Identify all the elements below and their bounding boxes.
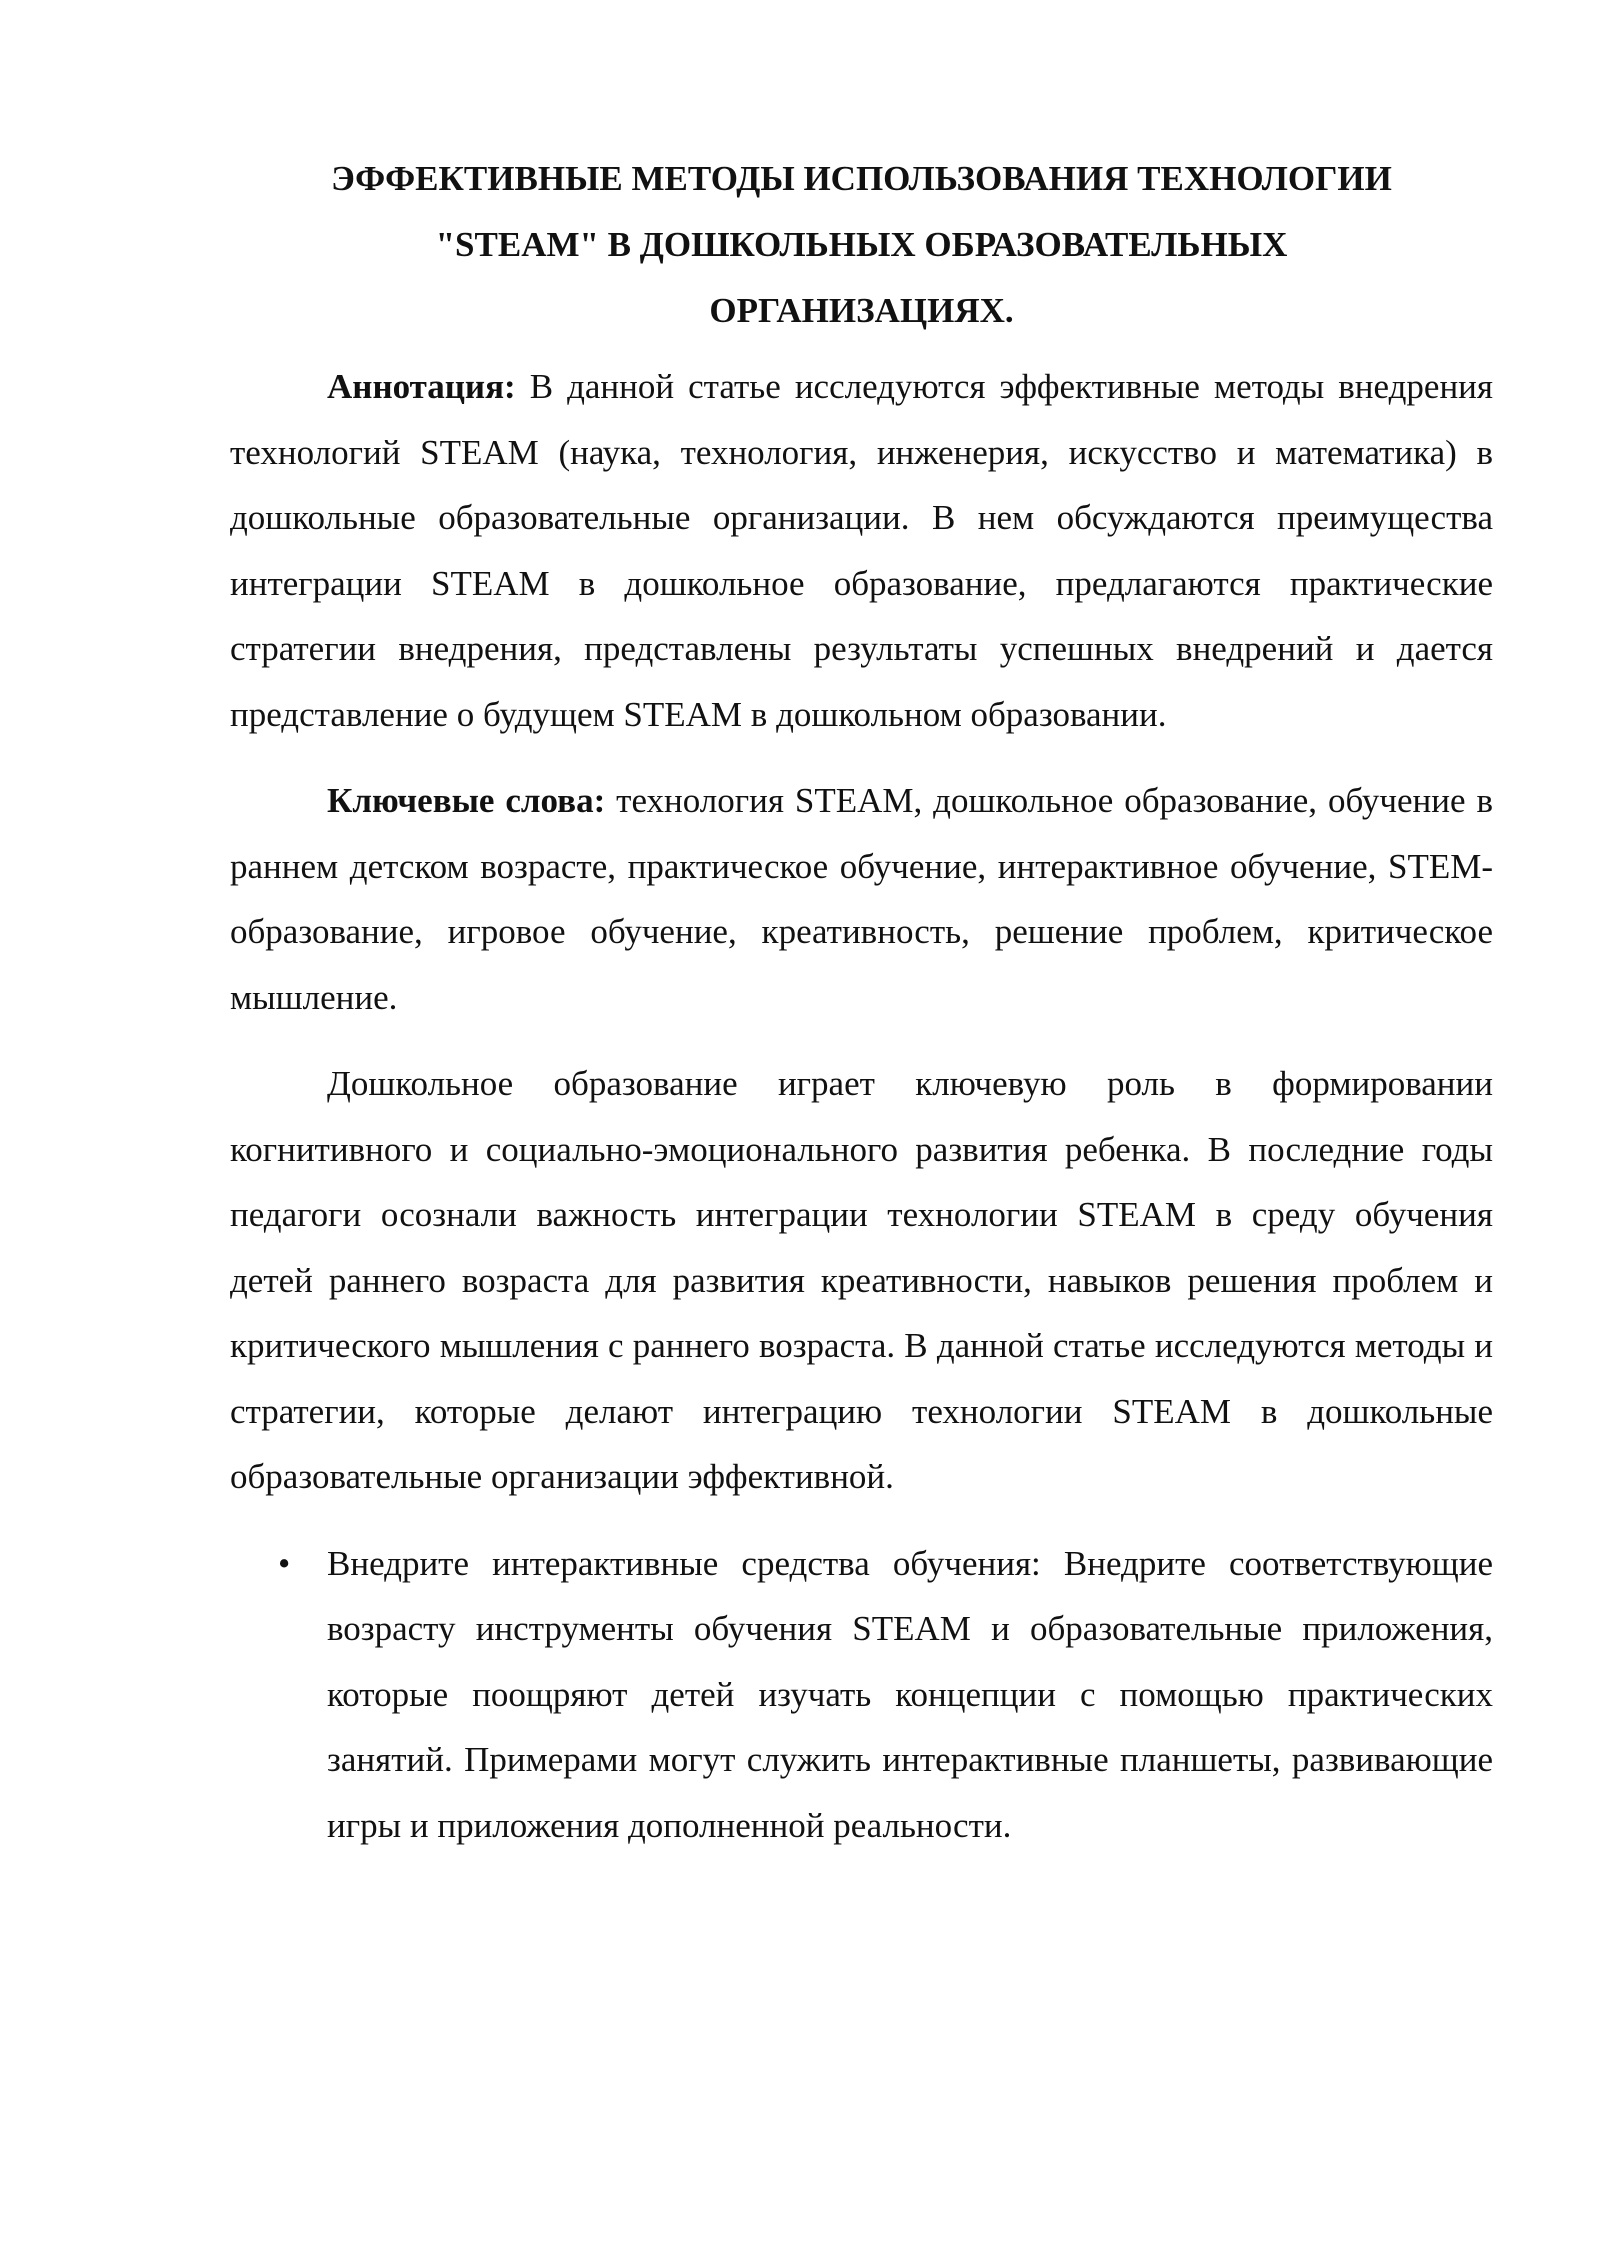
intro-paragraph: Дошкольное образование играет ключевую роль в формировании когнитивного и социально-эмоционального развития ребенка. В последние годы педагоги осознали важность интеграции технологии STEAM в среду обучения детей раннего возраста для развития креативности, навыков решения проблем и критического мышления с раннего возраста. В данной статье исследуются методы и стратегии, которые делают интеграцию технологии STEAM в дошкольные образовательные организации эффективной. [230,1064,1493,1496]
list-item-text: Внедрите интерактивные средства обучения: Внедрите соответствующие возрасту инструменты обучения STEAM и образовательные приложения, которые поощряют детей изучать концепции с помощью практических занятий. Примерами могут служить интерактивные планшеты, развивающие игры и приложения дополненной реальности. [327,1543,1493,1845]
keywords-label: Ключевые слова: [327,781,606,820]
spacer [230,1510,1493,1531]
article-title [230,146,1493,344]
spacer [230,344,1493,354]
bullet-list [230,1531,1493,1859]
bullet-icon: • [278,1543,291,1583]
spacer [230,1030,1493,1051]
title-line: "STEAM" В ДОШКОЛЬНЫХ ОБРАЗОВАТЕЛЬНЫХ [435,225,1288,264]
title-line: ОРГАНИЗАЦИЯХ. [709,291,1014,330]
annotation-paragraph [230,354,1493,747]
keywords-text: технология STEAM, дошкольное образование, обучение в раннем детском возрасте, практическое обучение, интерактивное обучение, STEM-образование, игровое обучение, креативность, решение проблем, критическое мышление. [230,781,1493,1017]
spacer [230,747,1493,768]
annotation-label: Аннотация: [327,367,516,406]
list-item [230,1531,1493,1859]
title-line: ЭФФЕКТИВНЫЕ МЕТОДЫ ИСПОЛЬЗОВАНИЯ ТЕХНОЛОГИИ [331,159,1392,198]
annotation-text: В данной статье исследуются эффективные методы внедрения технологий STEAM (наука, технология, инженерия, искусство и математика) в дошкольные образовательные организации. В нем обсуждаются преимущества интеграции STEAM в дошкольное образование, предлагаются практические стратегии внедрения, представлены результаты успешных внедрений и дается представление о будущем STEAM в дошкольном образовании. [230,367,1493,734]
keywords-paragraph [230,768,1493,1030]
document-body [230,146,1493,1858]
